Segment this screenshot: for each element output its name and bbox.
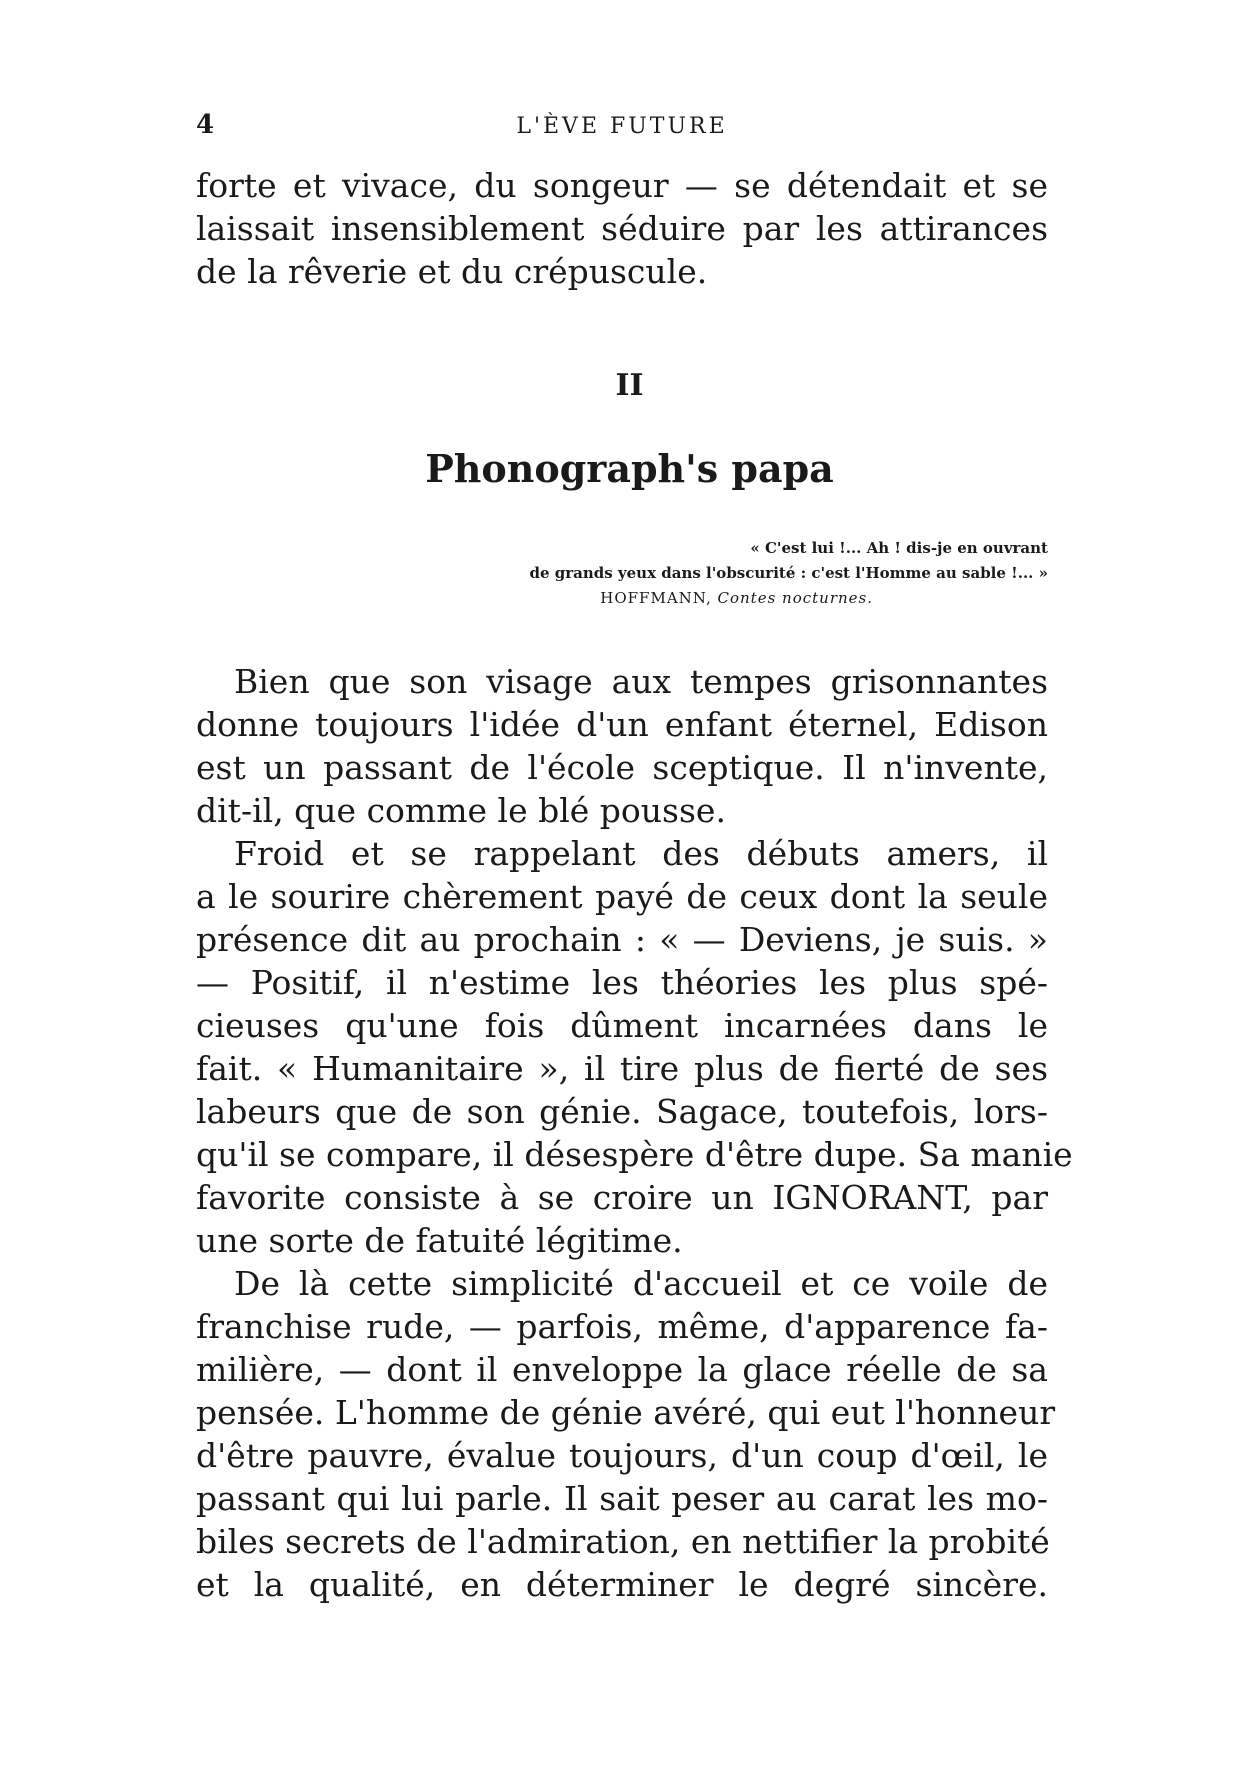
- text-line: De là cette simplicité d'accueil et ce voile de: [234, 1264, 1048, 1303]
- epigraph-author: HOFFMANN,: [600, 589, 712, 607]
- text-line: — Positif, il n'estime les théories les plus spé-: [196, 963, 1048, 1002]
- text-line: présence dit au prochain : « — Deviens, je suis. »: [196, 920, 1048, 959]
- text-line: favorite consiste à se croire un IGNORANT, par: [196, 1178, 1048, 1217]
- epigraph-attribution: [408, 586, 1048, 611]
- text-line: fait. « Humanitaire », il tire plus de fierté de ses: [196, 1049, 1048, 1088]
- text-line: donne toujours l'idée d'un enfant éternel, Edison: [196, 705, 1048, 744]
- text-line: d'être pauvre, évalue toujours, d'un coup d'œil, le: [196, 1436, 1048, 1475]
- text-line: pensée. L'homme de génie avéré, qui eut l'honneur: [196, 1393, 1056, 1432]
- epigraph-work: Contes nocturnes.: [717, 589, 873, 607]
- body-text: [196, 660, 1073, 1606]
- opening-paragraph: [196, 164, 1048, 293]
- text-line: et la qualité, en déterminer le degré sincère.: [196, 1565, 1048, 1604]
- text-line: dit-il, que comme le blé pousse.: [196, 791, 726, 830]
- text-line: Froid et se rappelant des débuts amers, il: [234, 834, 1048, 873]
- text-line: qu'il se compare, il désespère d'être dupe. Sa manie: [196, 1135, 1073, 1174]
- text-line: milière, — dont il enveloppe la glace réelle de sa: [196, 1350, 1048, 1389]
- text-line: est un passant de l'école sceptique. Il n'invente,: [196, 748, 1048, 787]
- epigraph-line: « C'est lui !... Ah ! dis-je en ouvrant: [750, 539, 1048, 557]
- page-header: [196, 110, 1048, 150]
- text-line: biles secrets de l'admiration, en nettifier la probité: [196, 1522, 1050, 1561]
- text-line: de la rêverie et du crépuscule.: [196, 252, 708, 291]
- text-line: franchise rude, — parfois, même, d'apparence fa-: [196, 1307, 1048, 1346]
- epigraph-line: de grands yeux dans l'obscurité : c'est l'Homme au sable !... »: [529, 564, 1048, 582]
- text-line: Bien que son visage aux tempes grisonnantes: [234, 662, 1048, 701]
- running-title: L'ÈVE FUTURE: [516, 114, 728, 139]
- text-line: laissait insensiblement séduire par les attirances: [196, 209, 1048, 248]
- chapter-number: II: [615, 368, 644, 403]
- text-line: cieuses qu'une fois dûment incarnées dans le: [196, 1006, 1048, 1045]
- text-line: forte et vivace, du songeur — se détendait et se: [196, 166, 1048, 205]
- text-line: labeurs que de son génie. Sagace, toutefois, lors-: [196, 1092, 1048, 1131]
- text-line: passant qui lui parle. Il sait peser au carat les mo-: [196, 1479, 1048, 1518]
- text-line: a le sourire chèrement payé de ceux dont la seule: [196, 877, 1048, 916]
- epigraph: [408, 536, 1048, 611]
- page-number: 4: [196, 110, 215, 140]
- chapter-title: Phonograph's papa: [425, 446, 834, 491]
- text-line: une sorte de fatuité légitime.: [196, 1221, 683, 1260]
